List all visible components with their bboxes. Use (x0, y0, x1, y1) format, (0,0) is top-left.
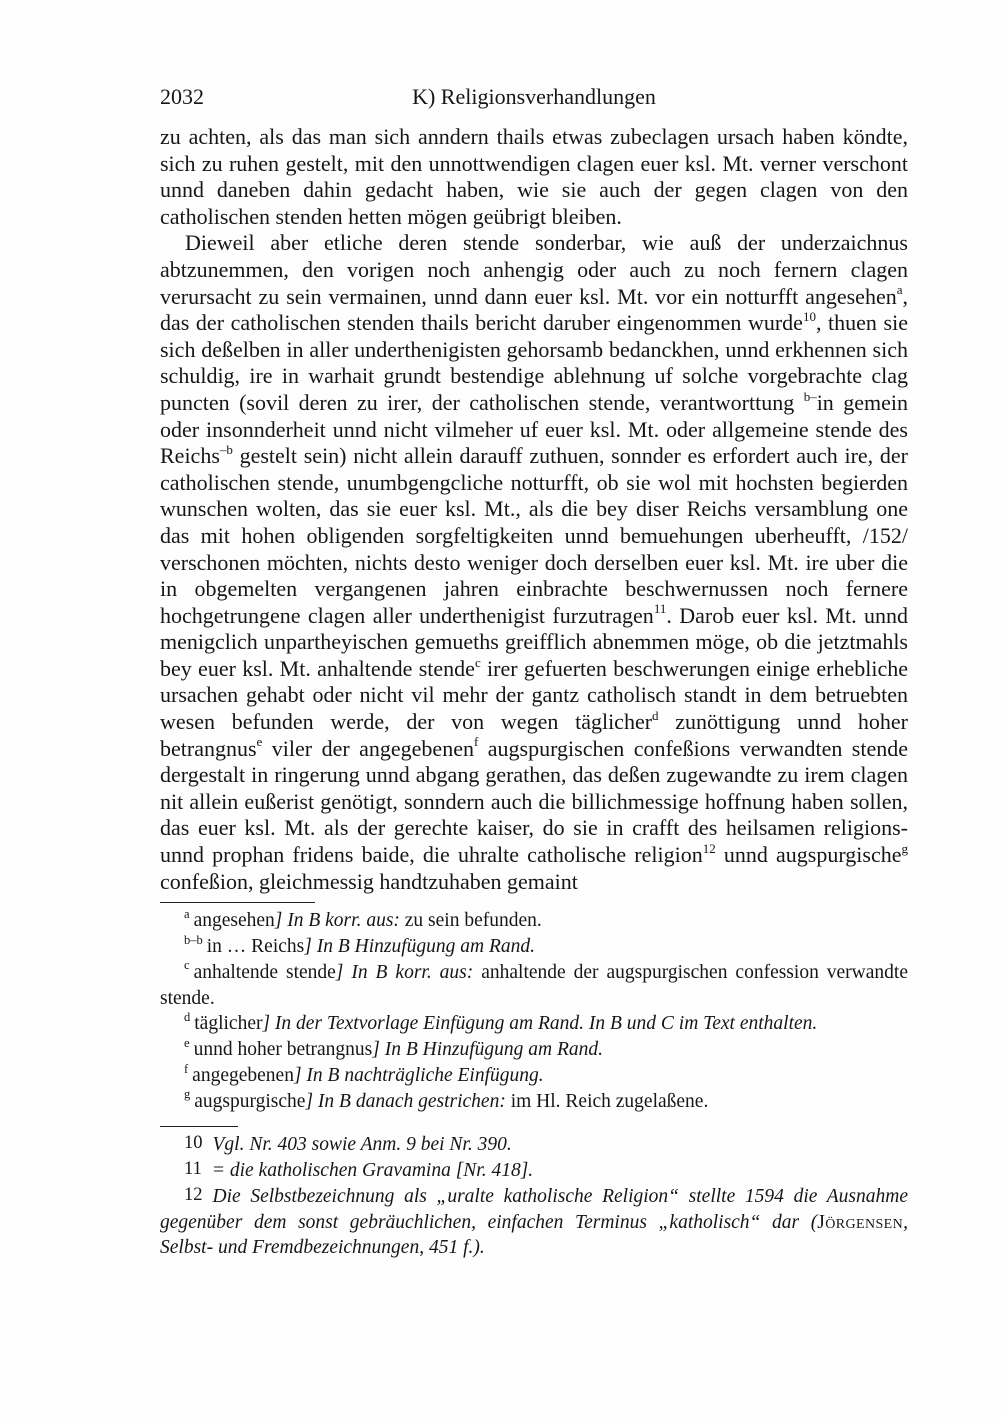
main-text (160, 124, 908, 895)
apparatus-marker: b–b (184, 932, 203, 947)
apparatus-marker: f (184, 1061, 189, 1076)
text-run: , Selbst- und Fremdbezeichnungen, 451 f.). (160, 1211, 908, 1258)
page-header (160, 0, 908, 124)
text-run: in … Reichs (206, 936, 305, 958)
note-reference: c (474, 654, 481, 670)
critical-apparatus (160, 908, 908, 1114)
apparatus-entry (160, 1011, 908, 1037)
apparatus-entry (160, 1063, 908, 1089)
apparatus-entry (160, 1037, 908, 1063)
text-run: Die Selbstbezeichnung als „uralte katholische Religion“ stellte 1594 die Ausnahme gegenüber dem sonst gebräuchlichen, einfachen Terminus „katholisch“ dar ( (160, 1185, 908, 1233)
body-paragraph (160, 230, 908, 895)
note-reference: –b (219, 441, 233, 457)
page-number: 2032 (160, 84, 204, 109)
text-run: in gemein oder insonnderheit unnd nicht vilmeher uf euer ksl. Mt. oder allgemeine stende des Reichs (160, 389, 908, 469)
note-reference: d (652, 707, 659, 723)
apparatus-marker: e (184, 1035, 190, 1050)
apparatus-marker: g (184, 1087, 191, 1102)
text-run: Dieweil aber etliche deren stende sonderbar, wie auß der underzaichnus abtzunemmen, den vorigen noch anhengig oder auch zu noch fernern clagen verursacht zu sein vermainen, unnd dann euer ksl. Mt. vor ein notturfft angesehen (160, 230, 908, 309)
text-run: zunöttigung unnd hoher betrangnus (160, 709, 908, 761)
text-run: täglicher (194, 1013, 263, 1035)
text-run: unnd augspurgische (715, 842, 902, 868)
note-reference: f (473, 734, 479, 750)
apparatus-entry (160, 934, 908, 960)
note-reference: e (256, 734, 263, 750)
text-run: viler der angegebenen (262, 735, 474, 761)
text-run: angesehen (193, 910, 275, 932)
footnote-entry (160, 1184, 908, 1260)
text-run: confeßion, gleichmessig handtzuhaben gemaint (160, 868, 578, 894)
footnote-number: 11 (184, 1158, 202, 1179)
apparatus-marker: a (184, 906, 190, 921)
note-reference: 11 (653, 601, 667, 617)
apparatus-entry (160, 960, 908, 1012)
text-run: anhaltende stende (193, 961, 336, 983)
text-run: anhaltende der augspurgischen confession verwandte stende. (160, 961, 908, 1009)
text-run: gestelt sein) nicht allein darauff zuthuen, sonnder es erfordert auch ire, der catholischen stende, unumbgengcliche notturfft, ob sie wol mit hochsten begierden wunschen wolten, das sie euer ksl. Mt., als die bey diser Reichs versamblung one das mit hohen obligenden sorgfeltigkeiten unnd bemuehungen uberheufft, /152/ verschonen möchten, nichts desto weniger doch derselben euer ksl. Mt. ire uber die in obgemelten vergangenen jahren einbrachte beschwernussen noch fernere hochgetrungene clagen aller underthenigist furzutragen (160, 443, 908, 628)
text-run: , das der catholischen stenden thails bericht daruber eingenommen wurde (160, 283, 908, 336)
apparatus-marker: d (184, 1009, 191, 1024)
text-run: = die katholischen Gravamina [Nr. 418]. (211, 1159, 534, 1181)
text-run: augspurgischen confeßions verwandten stende dergestalt in ringerung unnd abgang gerathen, das deßen zugewandte zu irem clagen nit allein eußerist genötigt, sonndern auch die billichmessige hoffnung haben sollen, das euer ksl. Mt. als der gerechte kaiser, do sie in crafft des heilsamen religions- unnd prophan fridens baide, die uhralte catholische religion (160, 735, 909, 868)
text-run: Vgl. Nr. 403 sowie Anm. 9 bei Nr. 390. (212, 1133, 512, 1155)
apparatus-entry (160, 1089, 908, 1115)
footnote-entry (160, 1158, 908, 1184)
text-run: im Hl. Reich zugelaßene. (505, 1090, 709, 1112)
text-run: irer gefuerten beschwerungen einige erhebliche ursachen gehabt oder nicht vil mehr der gantz catholisch standt in dem betruebten wesen befunden werde, der von wegen täglicher (160, 655, 908, 735)
note-reference: g (901, 840, 908, 856)
apparatus-separator-rule (160, 902, 315, 903)
text-run: unnd hoher betrangnus (193, 1039, 373, 1061)
text-column (160, 0, 908, 1260)
author-smallcaps: Jörgensen (817, 1211, 904, 1233)
apparatus-entry (160, 908, 908, 934)
note-reference: b– (803, 388, 817, 404)
text-run: ] In der Textvorlage Einfügung am Rand. In B und C im Text enthalten. (262, 1013, 818, 1035)
footnote-entry (160, 1132, 908, 1158)
text-run: ] In B korr. aus: (335, 961, 474, 983)
body-paragraph (160, 124, 908, 230)
text-run: zu sein befunden. (399, 910, 542, 932)
text-run: angegebenen (192, 1065, 294, 1086)
text-run: zu achten, als das man sich anndern thails etwas zubeclagen ursach haben köndte, sich zu ruhen gestelt, mit den unnottwendigen clagen euer ksl. Mt. verner verschont unnd daneben dahin gedacht haben, wie sie auch der gegen clagen von den catholischen stenden hetten mögen geübrigt bleiben. (160, 124, 908, 229)
text-run: . Darob euer ksl. Mt. unnd menigclich unpartheyischen gemueths greifflich abnemmen möge, ob die jetztmahls bey euer ksl. Mt. anhaltende stende (160, 602, 908, 681)
text-run: ] In B danach gestrichen: (305, 1090, 506, 1112)
running-title: K) Religionsverhandlungen (412, 84, 656, 109)
text-run: ] In B Hinzufügung am Rand. (304, 936, 535, 958)
apparatus-marker: c (184, 958, 190, 973)
footnote-separator-rule (160, 1126, 238, 1127)
text-run: ] In B Hinzufügung am Rand. (372, 1039, 604, 1061)
note-reference: 12 (702, 840, 716, 856)
note-reference: a (896, 282, 903, 298)
text-run: augspurgische (194, 1090, 306, 1112)
footnote-number: 12 (184, 1184, 203, 1205)
footnote-number: 10 (184, 1132, 203, 1153)
text-run: ] In B nachträgliche Einfügung. (293, 1065, 544, 1086)
note-reference: 10 (802, 308, 816, 324)
text-run: , thuen sie sich deßelben in aller underthenigisten gehorsamb bedanckhen, unnd erkhennen sich schuldig, ire in warhait grundt bestendige ablehnung uf solche vorgebrachte clag puncten (sovil deren zu irer, der catholischen stende, verantworttung (160, 310, 908, 415)
footnotes (160, 1132, 908, 1260)
text-run: ] In B korr. aus: (274, 910, 400, 932)
